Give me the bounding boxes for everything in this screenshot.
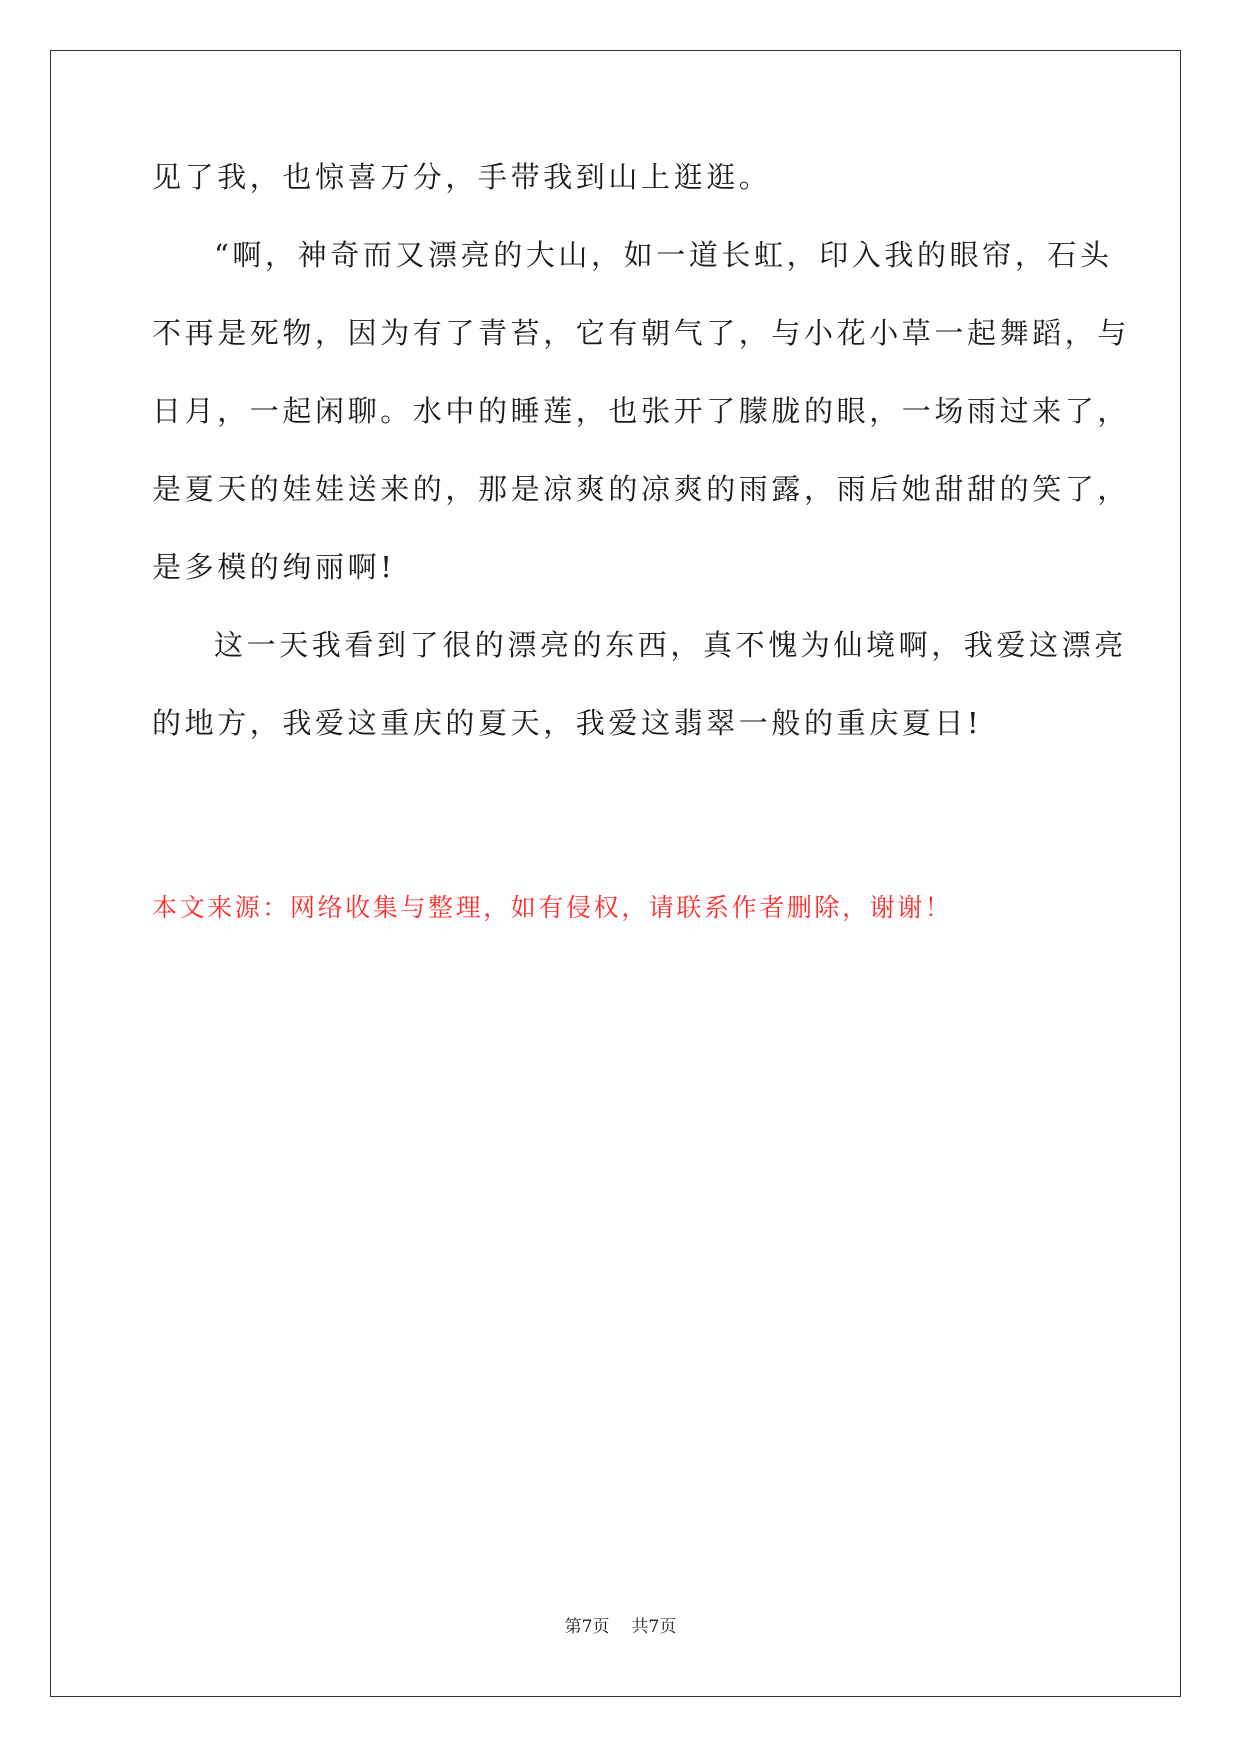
paragraph-line: 的地方，我爱这重庆的夏天，我爱这翡翠一般的重庆夏日! [152,706,983,740]
source-note: 本文来源：网络收集与整理，如有侵权，请联系作者删除，谢谢！ [152,893,953,922]
paragraph-line: 这一天我看到了很的漂亮的东西，真不愧为仙境啊，我爱这漂亮 [214,628,1127,662]
paragraph-line: 日月，一起闲聊。水中的睡莲，也张开了朦胧的眼，一场雨过来了， [152,394,1131,428]
paragraph-line: “啊，神奇而又漂亮的大山，如一道长虹，印入我的眼帘，石头 [214,238,1113,272]
paragraph-line: 不再是死物，因为有了青苔，它有朝气了，与小花小草一起舞蹈，与 [152,316,1131,350]
page-number: 第7页 [564,1617,610,1637]
paragraph-line: 是夏天的娃娃送来的，那是凉爽的凉爽的雨露，雨后她甜甜的笑了， [152,472,1131,506]
paragraph-line: 见了我，也惊喜万分，手带我到山上逛逛。 [152,160,772,194]
paragraph-line: 是多模的绚丽啊! [152,550,396,584]
page-footer [0,1616,1241,1638]
page-border [50,50,1181,1697]
page-total: 共7页 [631,1617,677,1637]
